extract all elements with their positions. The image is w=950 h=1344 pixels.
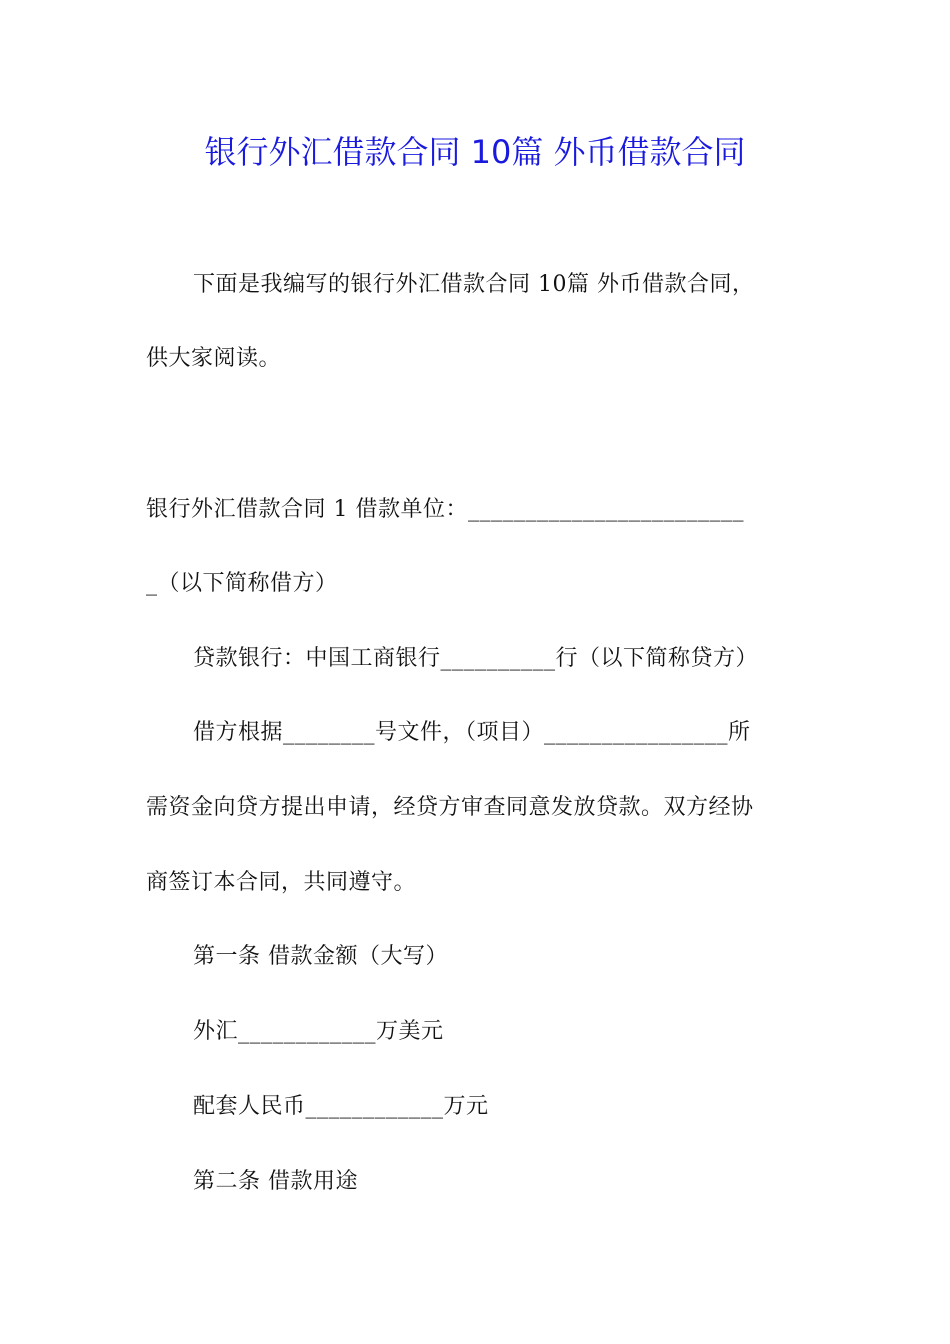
contract-heading-borrower: 银行外汇借款合同 1 借款单位：________________________	[146, 497, 744, 522]
rmb-amount: 配套人民币____________万元	[193, 1094, 489, 1119]
agreement-line: 商签订本合同，共同遵守。	[146, 870, 417, 895]
article-1-heading: 第一条 借款金额（大写）	[193, 944, 448, 969]
intro-line-2: 供大家阅读。	[146, 346, 282, 371]
application-line: 需资金向贷方提出申请，经贷方审查同意发放贷款。双方经协	[146, 795, 754, 820]
intro-line-1: 下面是我编写的银行外汇借款合同 10篇 外币借款合同，	[193, 272, 755, 297]
basis-line: 借方根据________号文件，（项目）________________所	[193, 720, 751, 745]
lender-bank-line: 贷款银行：中国工商银行__________行（以下简称贷方）	[193, 646, 759, 671]
document-title: 银行外汇借款合同 10篇 外币借款合同	[204, 133, 746, 171]
article-2-heading: 第二条 借款用途	[193, 1169, 358, 1194]
borrower-continuation: _（以下简称借方）	[146, 571, 338, 596]
foreign-currency-amount: 外汇____________万美元	[193, 1019, 444, 1044]
